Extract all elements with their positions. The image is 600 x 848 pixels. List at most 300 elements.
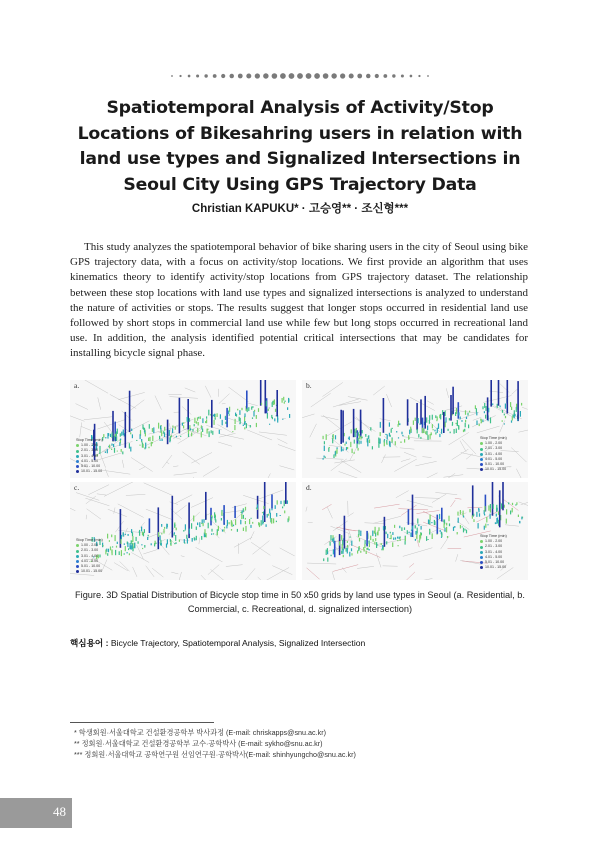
map-stop-bar xyxy=(457,423,458,426)
map-stop-bar xyxy=(256,415,257,419)
map-stop-bar xyxy=(250,425,251,428)
paper-title: Spatiotemporal Analysis of Activity/Stop Locations of Bikesahring users in relation with land use types and Signalized Intersections in Seoul City Using GPS Trajectory Data xyxy=(77,98,523,195)
map-road xyxy=(70,415,84,421)
map-stop-bar xyxy=(435,432,436,434)
map-road xyxy=(175,495,192,504)
map-road xyxy=(206,425,222,430)
map-stop-bar xyxy=(514,414,515,416)
map-stop-bar xyxy=(397,537,398,539)
map-stop-bar xyxy=(521,403,522,406)
map-road xyxy=(415,498,440,499)
map-stop-bar xyxy=(358,448,359,451)
map-stop-bar xyxy=(415,418,416,421)
map-road xyxy=(139,467,145,470)
map-stop-bar xyxy=(282,507,283,509)
map-stop-bar xyxy=(208,523,209,529)
map-road xyxy=(443,473,455,478)
map-stop-bar xyxy=(140,434,141,439)
map-stop-bar xyxy=(372,446,373,449)
map-stop-bar xyxy=(245,507,246,511)
decorative-dot xyxy=(263,73,268,78)
map-stop-bar xyxy=(349,436,350,440)
map-stop-bar xyxy=(201,536,202,540)
map-stop-bar xyxy=(463,430,464,433)
map-stop-bar xyxy=(498,512,499,515)
map-stop-bar xyxy=(386,443,387,445)
map-stop-bar xyxy=(261,403,262,405)
legend-swatch xyxy=(76,570,79,573)
map-road xyxy=(210,569,228,580)
map-stop-bar xyxy=(204,529,205,534)
map-stop-bar xyxy=(458,518,459,523)
map-stop-bar xyxy=(352,449,353,454)
legend-swatch xyxy=(480,463,483,466)
map-road xyxy=(203,467,219,477)
map-stop-bar xyxy=(493,504,494,509)
map-stop-bar xyxy=(350,442,351,447)
map-road xyxy=(311,393,331,407)
map-stop-bar xyxy=(187,417,188,422)
map-stop-bar xyxy=(251,407,252,410)
map-road xyxy=(410,397,435,410)
map-road xyxy=(278,444,295,450)
map-road xyxy=(252,541,269,555)
map-stop-bar xyxy=(399,526,400,529)
map-stop-bar xyxy=(282,419,283,420)
map-stop-bar xyxy=(407,530,408,534)
map-stop-bar xyxy=(323,458,324,460)
map-stop-bar xyxy=(492,403,493,405)
map-stop-bar xyxy=(380,438,381,443)
map-road xyxy=(124,421,149,434)
decorative-dot xyxy=(357,74,362,79)
map-road xyxy=(357,566,374,568)
map-stop-bar xyxy=(241,514,242,519)
legend-item xyxy=(76,469,120,474)
map-stop-bar xyxy=(351,429,352,433)
decorative-dot xyxy=(383,74,387,78)
map-stop-bar xyxy=(501,503,502,508)
map-stop-bar xyxy=(167,539,168,544)
map-stop-bar xyxy=(360,531,361,536)
map-road xyxy=(333,565,358,572)
map-road xyxy=(86,496,96,504)
map-stop-bar xyxy=(497,404,498,408)
map-stop-bar xyxy=(405,541,406,545)
map-stop-bar xyxy=(358,432,359,435)
legend-swatch xyxy=(76,555,79,558)
map-stop-bar xyxy=(391,439,392,442)
map-stop-bar xyxy=(358,530,359,536)
legend-swatch xyxy=(480,458,483,461)
map-road xyxy=(171,572,178,574)
map-stop-bar xyxy=(229,407,230,412)
figure-panel-a xyxy=(70,380,296,478)
decorative-dot xyxy=(323,73,329,79)
map-stop-bar xyxy=(373,539,374,542)
footnote-rule xyxy=(70,722,214,723)
map-stop-bar xyxy=(393,538,394,540)
map-stop-bar xyxy=(121,535,122,539)
map-stop-bar xyxy=(401,527,402,531)
figure-panels xyxy=(70,380,528,580)
map-road xyxy=(98,397,101,409)
map-stop-bar xyxy=(325,457,326,458)
map-stop-bar xyxy=(375,533,376,537)
map-stop-bar xyxy=(413,420,414,425)
map-stop-bar xyxy=(124,543,125,545)
map-road xyxy=(85,498,109,506)
map-stop-bar xyxy=(169,430,170,436)
map-road xyxy=(144,483,173,496)
map-stop-bar xyxy=(211,529,212,532)
map-stop-bar xyxy=(346,442,347,444)
map-stop-bar xyxy=(226,408,228,427)
map-stop-bar xyxy=(129,391,131,432)
map-stop-bar xyxy=(277,500,278,504)
map-stop-bar xyxy=(280,501,281,504)
map-stop-bar xyxy=(347,545,348,548)
map-stop-bar xyxy=(174,524,175,528)
map-stop-bar xyxy=(185,529,186,530)
map-road xyxy=(348,513,354,517)
decorative-dot xyxy=(289,73,295,79)
map-stop-bar xyxy=(427,426,428,431)
map-stop-bar xyxy=(365,434,366,437)
map-stop-bar xyxy=(121,550,122,556)
map-stop-bar xyxy=(179,398,181,434)
map-stop-bar xyxy=(465,410,466,415)
map-stop-bar xyxy=(438,423,439,429)
map-stop-bar xyxy=(461,420,462,422)
map-stop-bar xyxy=(396,431,397,432)
decorative-dot xyxy=(246,73,251,78)
map-stop-bar xyxy=(261,520,262,525)
map-road xyxy=(87,509,101,519)
map-stop-bar xyxy=(415,525,416,528)
map-stop-bar xyxy=(245,526,246,532)
decorative-dot xyxy=(366,74,370,78)
map-stop-bar xyxy=(223,529,224,531)
map-road xyxy=(126,494,145,495)
map-stop-bar xyxy=(382,545,383,549)
map-stop-bar xyxy=(424,396,426,429)
map-stop-bar xyxy=(155,541,156,545)
legend-label: 5.01 - 10.00 xyxy=(485,462,505,467)
map-stop-bar xyxy=(159,436,160,439)
map-stop-bar xyxy=(472,485,474,516)
map-stop-bar xyxy=(443,520,444,523)
map-road xyxy=(326,422,352,437)
map-road xyxy=(505,525,519,526)
decorative-dot xyxy=(204,74,207,77)
map-stop-bar xyxy=(448,516,449,522)
map-road xyxy=(374,504,399,508)
map-stop-bar xyxy=(247,408,248,412)
map-stop-bar xyxy=(506,519,507,524)
legend-label: 1.00 - 2.00 xyxy=(485,539,503,544)
map-stop-bar xyxy=(197,523,198,526)
map-stop-bar xyxy=(123,533,124,537)
map-stop-bar xyxy=(268,409,269,411)
map-stop-bar xyxy=(519,521,520,523)
map-road xyxy=(120,561,130,571)
map-road xyxy=(122,411,133,421)
map-stop-bar xyxy=(482,420,483,423)
map-stop-bar xyxy=(128,534,129,536)
map-stop-bar xyxy=(112,432,113,437)
map-stop-bar xyxy=(378,527,379,531)
panel-legend xyxy=(480,534,524,570)
map-road xyxy=(310,424,317,437)
map-stop-bar xyxy=(426,417,427,422)
map-stop-bar xyxy=(422,428,423,434)
legend-swatch xyxy=(480,453,483,456)
map-stop-bar xyxy=(496,514,497,517)
map-stop-bar xyxy=(124,553,125,554)
figure-caption: Figure. 3D Spatial Distribution of Bicycle stop time in 50 x50 grids by land use types in Seoul (a. Residential, b. Commercial, c. Recreational, d. signalized intersection) xyxy=(75,590,525,614)
map-stop-bar xyxy=(449,523,450,526)
map-stop-bar xyxy=(342,449,343,452)
map-stop-bar xyxy=(512,503,513,505)
map-stop-bar xyxy=(267,514,268,518)
map-road xyxy=(148,531,165,537)
map-stop-bar xyxy=(432,533,433,539)
map-stop-bar xyxy=(222,530,223,532)
map-stop-bar xyxy=(453,527,454,531)
legend-title: Stop Time (min) xyxy=(76,538,103,542)
map-stop-bar xyxy=(158,423,159,429)
map-stop-bar xyxy=(245,521,246,524)
map-road xyxy=(196,547,223,562)
map-stop-bar xyxy=(484,526,485,530)
map-road xyxy=(208,565,219,575)
map-road xyxy=(331,459,347,471)
map-stop-bar xyxy=(331,555,332,557)
map-stop-bar xyxy=(205,421,206,423)
map-road xyxy=(307,568,320,579)
map-stop-bar xyxy=(245,421,246,423)
map-road xyxy=(131,457,153,471)
map-stop-bar xyxy=(175,542,176,544)
map-stop-bar xyxy=(428,520,429,525)
map-road xyxy=(381,455,385,463)
map-stop-bar xyxy=(120,539,121,544)
map-stop-bar xyxy=(276,521,277,522)
map-stop-bar xyxy=(437,515,439,534)
map-road xyxy=(279,466,294,470)
map-stop-bar xyxy=(272,401,273,403)
map-stop-bar xyxy=(359,538,360,542)
map-stop-bar xyxy=(186,535,187,539)
map-road xyxy=(403,437,432,440)
map-stop-bar xyxy=(517,419,518,421)
decorative-dot xyxy=(297,73,303,79)
map-road xyxy=(407,500,433,507)
map-road xyxy=(272,566,292,575)
map-stop-bar xyxy=(263,521,264,523)
legend-label: 4.01 - 5.00 xyxy=(485,554,503,559)
map-stop-bar xyxy=(188,430,189,434)
legend-title: Stop Time (min) xyxy=(76,438,103,442)
map-stop-bar xyxy=(430,434,431,439)
map-stop-bar xyxy=(446,527,447,533)
map-stop-bar xyxy=(476,408,477,412)
map-stop-bar xyxy=(335,435,336,439)
map-road xyxy=(193,477,201,478)
map-stop-bar xyxy=(380,422,381,428)
map-stop-bar xyxy=(478,509,479,512)
map-stop-bar xyxy=(415,531,416,535)
map-stop-bar xyxy=(125,534,126,535)
map-stop-bar xyxy=(384,440,385,442)
map-stop-bar xyxy=(134,543,135,549)
map-stop-bar xyxy=(214,420,215,425)
map-stop-bar xyxy=(343,549,344,551)
map-stop-bar xyxy=(221,512,222,516)
map-stop-bar xyxy=(171,435,172,437)
map-stop-bar xyxy=(153,427,154,433)
map-stop-bar xyxy=(428,435,429,440)
map-stop-bar xyxy=(330,542,331,546)
map-stop-bar xyxy=(161,533,162,534)
map-stop-bar xyxy=(172,496,174,538)
map-stop-bar xyxy=(262,512,263,513)
map-stop-bar xyxy=(260,380,262,406)
decorative-dot xyxy=(221,74,225,78)
map-road xyxy=(122,460,124,468)
map-stop-bar xyxy=(490,380,492,407)
map-stop-bar xyxy=(284,500,285,506)
map-stop-bar xyxy=(287,500,288,504)
legend-swatch xyxy=(480,468,483,471)
map-stop-bar xyxy=(161,431,162,436)
map-stop-bar xyxy=(446,523,447,526)
legend-label: 4.01 - 5.00 xyxy=(485,456,503,461)
map-stop-bar xyxy=(333,454,334,458)
map-stop-bar xyxy=(415,539,416,541)
map-stop-bar xyxy=(285,482,287,504)
map-stop-bar xyxy=(202,418,203,423)
map-stop-bar xyxy=(323,436,324,439)
map-stop-bar xyxy=(127,542,128,547)
map-stop-bar xyxy=(443,412,445,433)
map-stop-bar xyxy=(420,423,421,424)
map-stop-bar xyxy=(485,406,486,411)
map-stop-bar xyxy=(272,417,273,419)
map-stop-bar xyxy=(284,511,285,514)
legend-label: 4.01 - 5.00 xyxy=(81,558,99,563)
map-stop-bar xyxy=(360,441,361,444)
legend-swatch xyxy=(480,561,483,564)
map-stop-bar xyxy=(391,429,392,433)
map-stop-bar xyxy=(391,535,392,540)
legend-label: 2.01 - 3.00 xyxy=(81,448,99,453)
map-stop-bar xyxy=(237,409,238,411)
map-stop-bar xyxy=(202,519,203,523)
map-road xyxy=(461,511,470,524)
map-stop-bar xyxy=(211,515,212,517)
map-stop-bar xyxy=(463,516,464,518)
map-stop-bar xyxy=(417,429,418,434)
map-stop-bar xyxy=(364,544,365,548)
map-road xyxy=(152,568,163,577)
map-stop-bar xyxy=(215,418,216,420)
map-road xyxy=(435,492,457,494)
map-stop-bar xyxy=(369,543,370,547)
map-stop-bar xyxy=(402,435,403,436)
map-stop-bar xyxy=(421,526,422,530)
map-stop-bar xyxy=(219,430,220,434)
map-stop-bar xyxy=(132,549,133,552)
map-road xyxy=(443,475,463,478)
map-stop-bar xyxy=(218,526,219,531)
map-stop-bar xyxy=(120,433,121,436)
map-stop-bar xyxy=(457,512,458,516)
map-stop-bar xyxy=(163,431,164,433)
map-stop-bar xyxy=(191,433,192,437)
map-stop-bar xyxy=(408,435,409,440)
map-stop-bar xyxy=(248,407,249,411)
map-stop-bar xyxy=(360,551,361,553)
map-stop-bar xyxy=(482,406,483,409)
map-stop-bar xyxy=(180,436,181,437)
map-stop-bar xyxy=(161,543,162,546)
legend-swatch xyxy=(76,550,79,553)
map-stop-bar xyxy=(246,423,247,428)
map-stop-bar xyxy=(252,406,253,408)
figure-panel-d xyxy=(302,482,528,580)
map-stop-bar xyxy=(390,442,391,447)
map-stop-bar xyxy=(342,410,344,442)
map-stop-bar xyxy=(170,539,171,542)
map-road xyxy=(88,485,109,495)
map-stop-bar xyxy=(404,439,405,442)
map-stop-bar xyxy=(246,391,248,410)
map-stop-bar xyxy=(521,517,522,520)
map-stop-bar xyxy=(354,429,355,433)
map-stop-bar xyxy=(417,528,418,534)
map-stop-bar xyxy=(130,432,131,434)
map-stop-bar xyxy=(201,425,202,428)
map-stop-bar xyxy=(369,549,370,550)
map-road xyxy=(247,430,272,440)
map-stop-bar xyxy=(205,534,206,537)
map-stop-bar xyxy=(376,542,377,548)
map-stop-bar xyxy=(144,545,145,548)
map-stop-bar xyxy=(141,527,142,532)
map-road xyxy=(219,394,230,404)
map-road xyxy=(394,459,416,471)
map-stop-bar xyxy=(270,513,271,519)
map-stop-bar xyxy=(484,506,485,512)
map-stop-bar xyxy=(516,502,517,505)
legend-swatch xyxy=(480,551,483,554)
legend-label: 1.00 - 2.00 xyxy=(81,443,99,448)
map-stop-bar xyxy=(193,516,194,522)
map-stop-bar xyxy=(339,541,340,544)
map-stop-bar xyxy=(225,422,226,424)
map-stop-bar xyxy=(151,543,152,545)
map-stop-bar xyxy=(197,417,198,420)
map-stop-bar xyxy=(419,535,420,541)
map-stop-bar xyxy=(378,442,379,448)
map-road xyxy=(332,571,335,580)
page-number-box xyxy=(0,798,72,828)
map-stop-bar xyxy=(192,429,193,432)
map-stop-bar xyxy=(444,528,445,532)
panel-label-d: d. xyxy=(306,483,312,492)
